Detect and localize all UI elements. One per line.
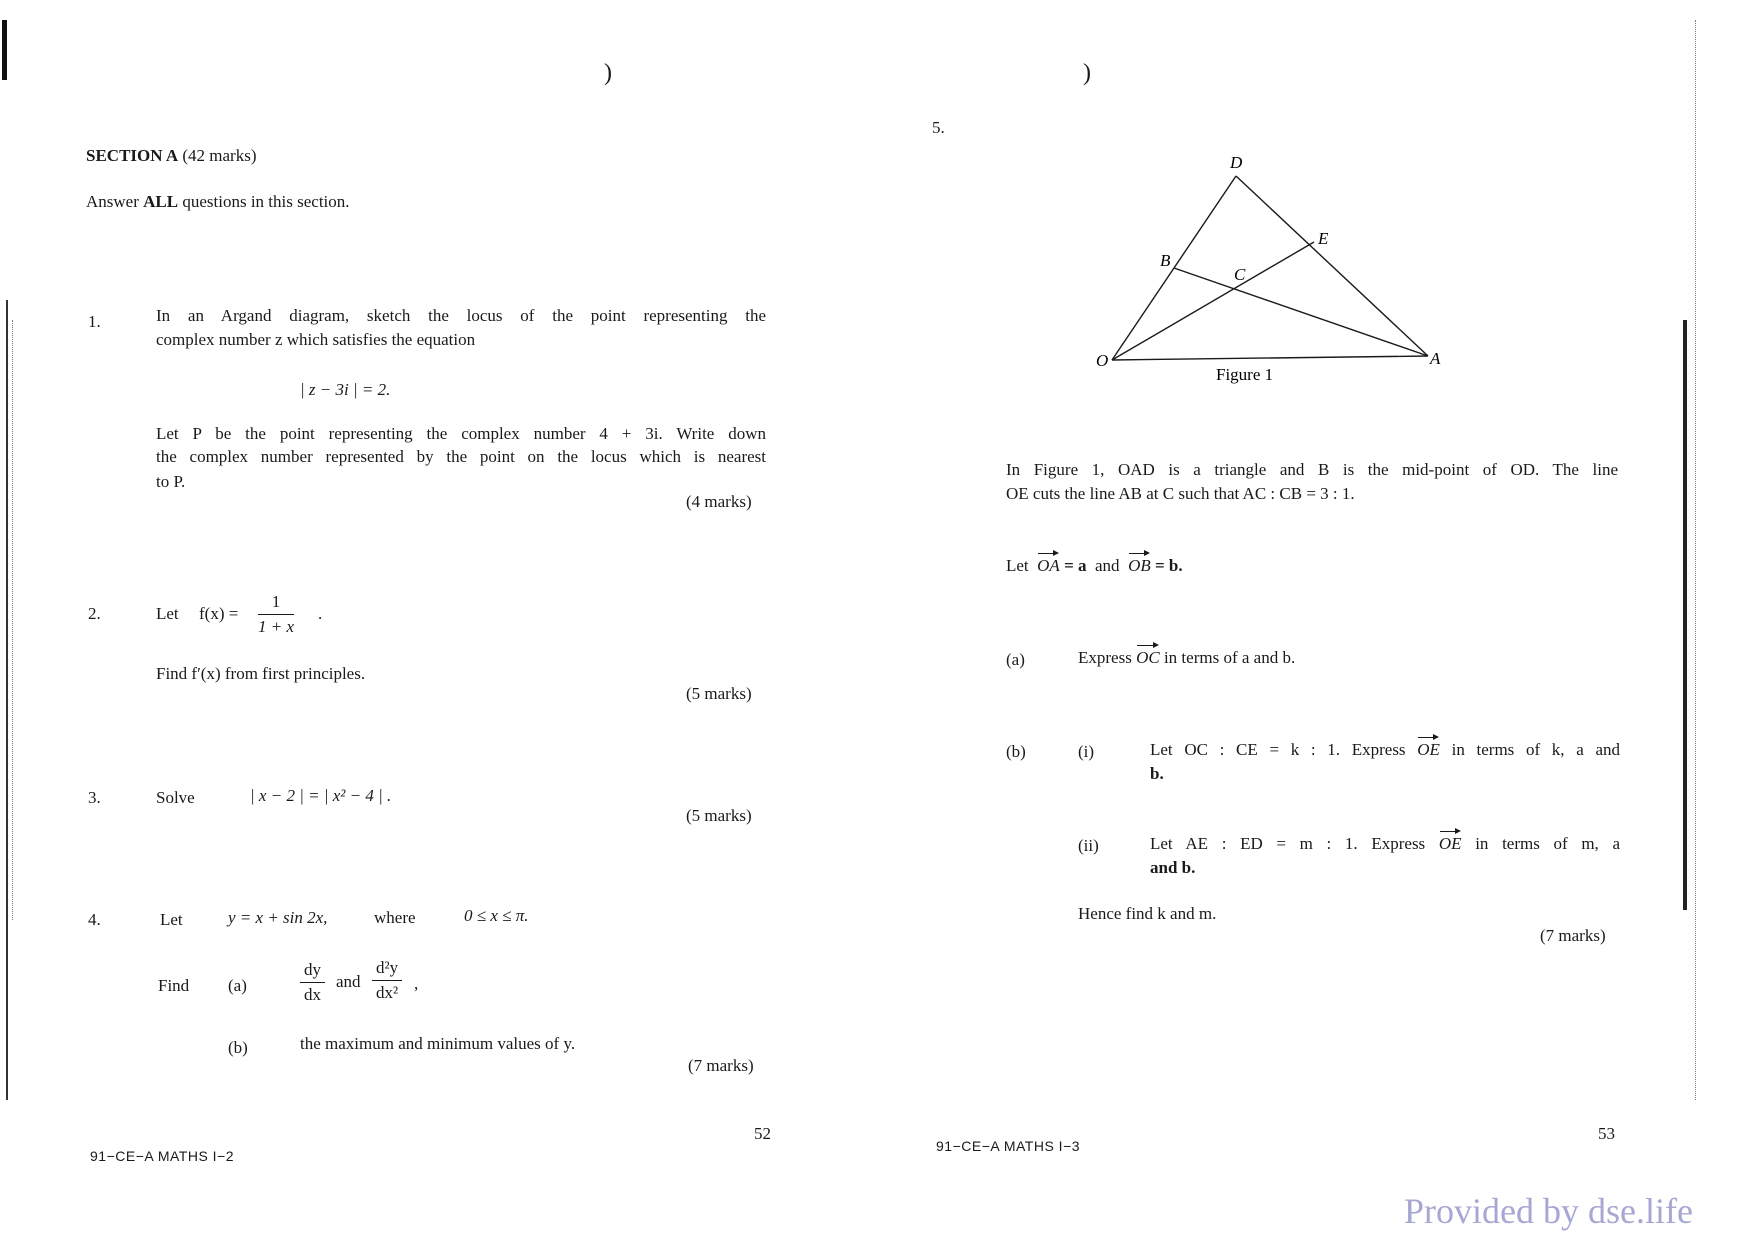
line-DA [1236,176,1428,356]
section-heading [86,146,257,166]
and-word: and [1095,556,1120,575]
solve-word: Solve [156,788,195,807]
marks: (4 marks) [686,492,752,511]
question-number: 5. [932,118,945,137]
second-derivative-fraction [372,958,402,1003]
part-bii-pre: Let AE : ED = m : 1. Express [1150,834,1426,853]
top-mark-right: ) [1083,60,1091,86]
fraction [258,592,294,637]
figure-caption: Figure 1 [1216,365,1274,384]
figure-1-triangle [1090,150,1450,390]
part-bi-line2: b. [1150,764,1164,783]
vertex-label-B: B [1160,251,1171,270]
question-text-line: Find f′(x) from first principles. [156,664,366,683]
vector-definitions [1006,556,1183,576]
find-word: Find [158,976,190,995]
function-label: f(x) = [199,604,239,623]
vertex-label-C: C [1234,265,1246,284]
part-a-post: in terms of a and b. [1163,648,1296,667]
period: . [318,604,323,623]
scan-edge-mark [2,20,7,80]
question-text-line: to P. [156,472,186,491]
vector-OE: OE [1438,834,1462,853]
question-text-line: OE cuts the line AB at C such that AC : CB = 3 : 1. [1006,484,1355,503]
line-BA [1174,268,1428,356]
let-word: Let [1006,556,1029,575]
denominator: 1 + x [258,617,295,636]
page-number: 52 [754,1124,771,1143]
vector-OA: OA [1037,556,1060,575]
equals-a: = a [1064,556,1087,575]
instruction-bold: ALL [143,192,179,211]
derivative-fraction [300,960,325,1005]
footer-code: 91−CE−A MATHS I−3 [936,1138,1081,1154]
equation: | x − 2 | = | x² − 4 | . [250,786,392,805]
numerator: dy [300,960,325,983]
numerator: d²y [372,958,402,981]
marks: (7 marks) [688,1056,754,1075]
express-word: Express [1078,648,1132,667]
part-a-text [1078,648,1295,668]
section-title: SECTION A [86,146,179,165]
marks: (5 marks) [686,806,752,825]
watermark: Provided by dse.life [1404,1191,1693,1231]
marks: (7 marks) [1540,926,1606,945]
instruction-pre: Answer [86,192,139,211]
vector-OB: OB [1128,556,1151,575]
page-number: 53 [1598,1124,1615,1143]
vertex-label-O: O [1096,351,1109,370]
equation: | z − 3i | = 2. [300,380,391,399]
marks: (5 marks) [686,684,752,703]
vertex-label-E: E [1318,229,1329,248]
part-bi-text [1150,740,1620,760]
top-mark-left: ) [604,60,612,86]
denominator: dx² [376,983,399,1002]
section-instruction [86,192,350,212]
question-number: 3. [88,788,101,807]
part-bi-post: in terms of k, a and [1451,740,1621,759]
part-bii-text [1150,834,1620,854]
and-word: and [336,972,361,991]
scan-dots-left [12,320,13,920]
domain: 0 ≤ x ≤ π. [464,906,529,925]
part-a-label: (a) [228,976,247,995]
part-bi-pre: Let OC : CE = k : 1. Express [1150,740,1406,759]
scan-edge-line-right [1683,320,1687,910]
vector-OC: OC [1136,648,1160,667]
denominator: dx [304,985,321,1004]
question-text-line: In Figure 1, OAD is a triangle and B is the mid-point of OD. The line [1006,460,1618,479]
let-word: Let [156,604,179,623]
scan-dots-right [1695,20,1696,1100]
equals-b: = b. [1154,556,1183,575]
question-number: 2. [88,604,101,623]
question-text-line: the complex number represented by the point on the locus which is nearest [156,447,766,466]
part-bi-label: (i) [1078,742,1095,761]
vertex-label-A: A [1430,349,1441,368]
line-OE [1112,242,1314,360]
question-number: 1. [88,312,101,331]
question-number: 4. [88,910,101,929]
footer-code: 91−CE−A MATHS I−2 [90,1148,235,1164]
let-word: Let [160,910,183,929]
part-a-label: (a) [1006,650,1025,669]
part-b-label: (b) [228,1038,248,1057]
hence-text: Hence find k and m. [1078,904,1217,923]
scan-edge-line [6,300,8,1100]
expression: y = x + sin 2x, [228,908,328,927]
numerator: 1 [258,592,294,615]
where-word: where [374,908,416,927]
part-bii-label: (ii) [1078,836,1099,855]
question-text-line: complex number z which satisfies the equation [156,330,476,349]
line-OA [1112,356,1428,360]
question-text-line: Let P be the point representing the complex number 4 + 3i. Write down [156,424,766,443]
section-marks: (42 marks) [182,146,257,165]
part-bii-post: in terms of m, a [1475,834,1621,853]
comma: , [414,974,419,993]
vector-OE: OE [1417,740,1440,759]
instruction-post: questions in this section. [182,192,350,211]
part-b-label: (b) [1006,742,1026,761]
question-text-line: In an Argand diagram, sketch the locus of the point representing the [156,306,766,325]
vertex-label-D: D [1230,153,1243,172]
part-b-text: the maximum and minimum values of y. [300,1034,576,1053]
part-bii-line2: and b. [1150,858,1196,877]
